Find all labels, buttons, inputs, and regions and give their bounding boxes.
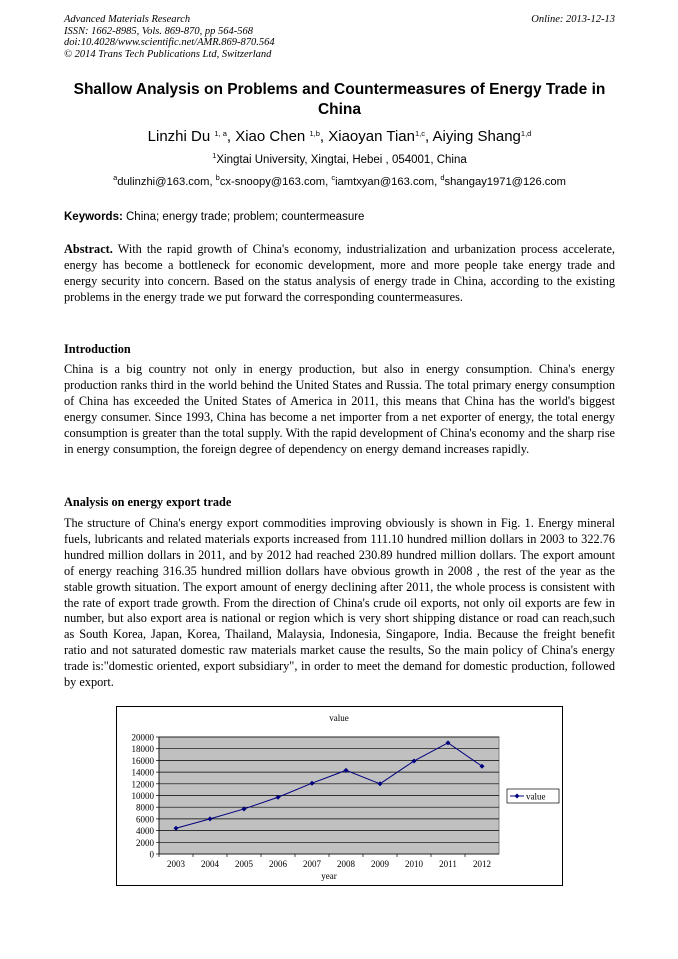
y-tick-label: 14000 bbox=[131, 767, 154, 778]
x-tick-label: 2006 bbox=[269, 859, 287, 869]
author-name: Xiao Chen bbox=[235, 128, 306, 145]
y-tick-label: 6000 bbox=[136, 814, 154, 825]
x-tick-label: 2010 bbox=[405, 859, 423, 869]
x-tick-label: 2009 bbox=[371, 859, 389, 869]
paper-title: Shallow Analysis on Problems and Countermeasures of Energy Trade in China bbox=[73, 81, 606, 118]
issn-line: ISSN: 1662-8985, Vols. 869-870, pp 564-568 bbox=[64, 25, 253, 37]
x-tick-label: 2008 bbox=[337, 859, 355, 869]
author-name: Xiaoyan Tian bbox=[328, 128, 415, 145]
email-address: shangay1971@126.com bbox=[444, 176, 566, 188]
copyright-line: © 2014 Trans Tech Publications Ltd, Switzerland bbox=[64, 48, 272, 60]
x-tick-label: 2005 bbox=[235, 859, 253, 869]
export-body: The structure of China's energy export commodities improving obviously is shown in Fig. 1. Energy mineral fuels, lubricants and related materials exports increased from 111.10 hundred million dollars in 2003 to 322.76 hundred million dollars in 2011, and by 2012 had reached 230.89 hundred million dollars. The export amount of energy reaching 316.35 hundred million dollars have obvious growth in 2008 , the rest of the year as the stable growth situation. The export amount of energy declining after 2011, the whole process is consistent with the rate of export trade growth. From the direction of China's crude oil exports, not only oil exports are few in number, but also export area is national or region which is very short shipping distance or road can reach,such as South Korea, Japan, Korea, Thailand, Malaysia, Indonesia, Singapore, India. Because the freight benefit ratio and not saturated domestic raw materials market cause the results, So the main policy of China's energy trade is:"domestic oriented, export subsidiary", in order to meet the demand for domestic production, followed by export. bbox=[64, 516, 615, 690]
x-tick-label: 2012 bbox=[473, 859, 491, 869]
email-superscript: a bbox=[113, 173, 118, 182]
email-address: dulinzhi@163.com, bbox=[117, 176, 216, 188]
author-superscript: 1, a bbox=[214, 129, 227, 138]
affiliation bbox=[64, 151, 615, 166]
x-tick-label: 2003 bbox=[167, 859, 185, 869]
x-axis-label: year bbox=[321, 871, 337, 881]
author-superscript: 1,d bbox=[520, 129, 532, 138]
email-superscript: b bbox=[215, 173, 220, 182]
author-superscript: 1,b bbox=[309, 129, 320, 138]
figure-1-chart bbox=[116, 706, 563, 886]
y-tick-label: 10000 bbox=[131, 791, 154, 801]
y-tick-label: 18000 bbox=[131, 744, 154, 755]
x-tick-label: 2007 bbox=[303, 859, 321, 869]
y-tick-label: 2000 bbox=[136, 837, 154, 848]
abstract-label: Abstract. bbox=[64, 242, 113, 256]
journal-header bbox=[64, 14, 615, 60]
line-chart bbox=[117, 707, 562, 885]
author-list bbox=[64, 128, 615, 145]
keywords-label: Keywords: bbox=[64, 211, 123, 223]
legend-label: value bbox=[526, 791, 546, 802]
section-heading-export: Analysis on energy export trade bbox=[64, 495, 232, 509]
chart-title: value bbox=[329, 713, 349, 723]
journal-name: Advanced Materials Research bbox=[64, 14, 191, 25]
x-tick-label: 2011 bbox=[439, 859, 457, 869]
author-superscript: 1,c bbox=[414, 129, 425, 138]
y-tick-label: 20000 bbox=[131, 732, 154, 743]
keywords bbox=[64, 211, 615, 223]
email-address: iamtxyan@163.com, bbox=[335, 176, 441, 188]
y-tick-label: 16000 bbox=[131, 755, 154, 766]
keywords-text: China; energy trade; problem; countermeasure bbox=[126, 211, 365, 223]
y-tick-label: 0 bbox=[149, 849, 154, 860]
author-name: Linzhi Du bbox=[147, 128, 211, 145]
author-name: Aiying Shang bbox=[432, 128, 521, 145]
doi-line: doi:10.4028/www.scientific.net/AMR.869-870.564 bbox=[64, 37, 275, 48]
online-date: Online: 2013-12-13 bbox=[531, 14, 615, 25]
author-separator: , bbox=[424, 128, 433, 145]
email-list bbox=[40, 173, 639, 188]
y-tick-label: 4000 bbox=[136, 826, 154, 837]
email-superscript: c bbox=[331, 173, 336, 182]
y-tick-label: 8000 bbox=[136, 802, 154, 813]
abstract bbox=[64, 242, 615, 306]
affiliation-text: Xingtai University, Xingtai, Hebei , 054001, China bbox=[216, 154, 467, 166]
y-tick-label: 12000 bbox=[131, 779, 154, 790]
email-superscript: d bbox=[440, 173, 445, 182]
abstract-text: With the rapid growth of China's economy, industrialization and urbanization process accelerate, energy has become a bottleneck for economic development, more and more people take energy trade and energy security into concern. Based on the status analysis of energy trade in China, according to the existing problems in the energy trade we put forward the corresponding countermeasures. bbox=[64, 242, 615, 304]
introduction-body: China is a big country not only in energy production, but also in energy consumption. China's energy production ranks third in the world behind the United States and Russia. The total primary energy consumption of China has exceeded the United States of America in 2011, this means that China has the world's biggest energy consumer. Since 1993, China has become a net importer from a net exporter of energy, the total energy consumption is greater than the total supply. With the rapid development of China's economy and the sharp rise in energy consumption, the foreign degree of dependency on energy demand increases rapidly. bbox=[64, 362, 615, 456]
affiliation-superscript: 1 bbox=[212, 151, 217, 160]
author-separator: , bbox=[319, 128, 329, 145]
email-address: cx-snoopy@163.com, bbox=[219, 176, 332, 188]
x-tick-label: 2004 bbox=[201, 859, 219, 869]
author-separator: , bbox=[226, 128, 236, 145]
section-heading-introduction: Introduction bbox=[64, 342, 131, 356]
